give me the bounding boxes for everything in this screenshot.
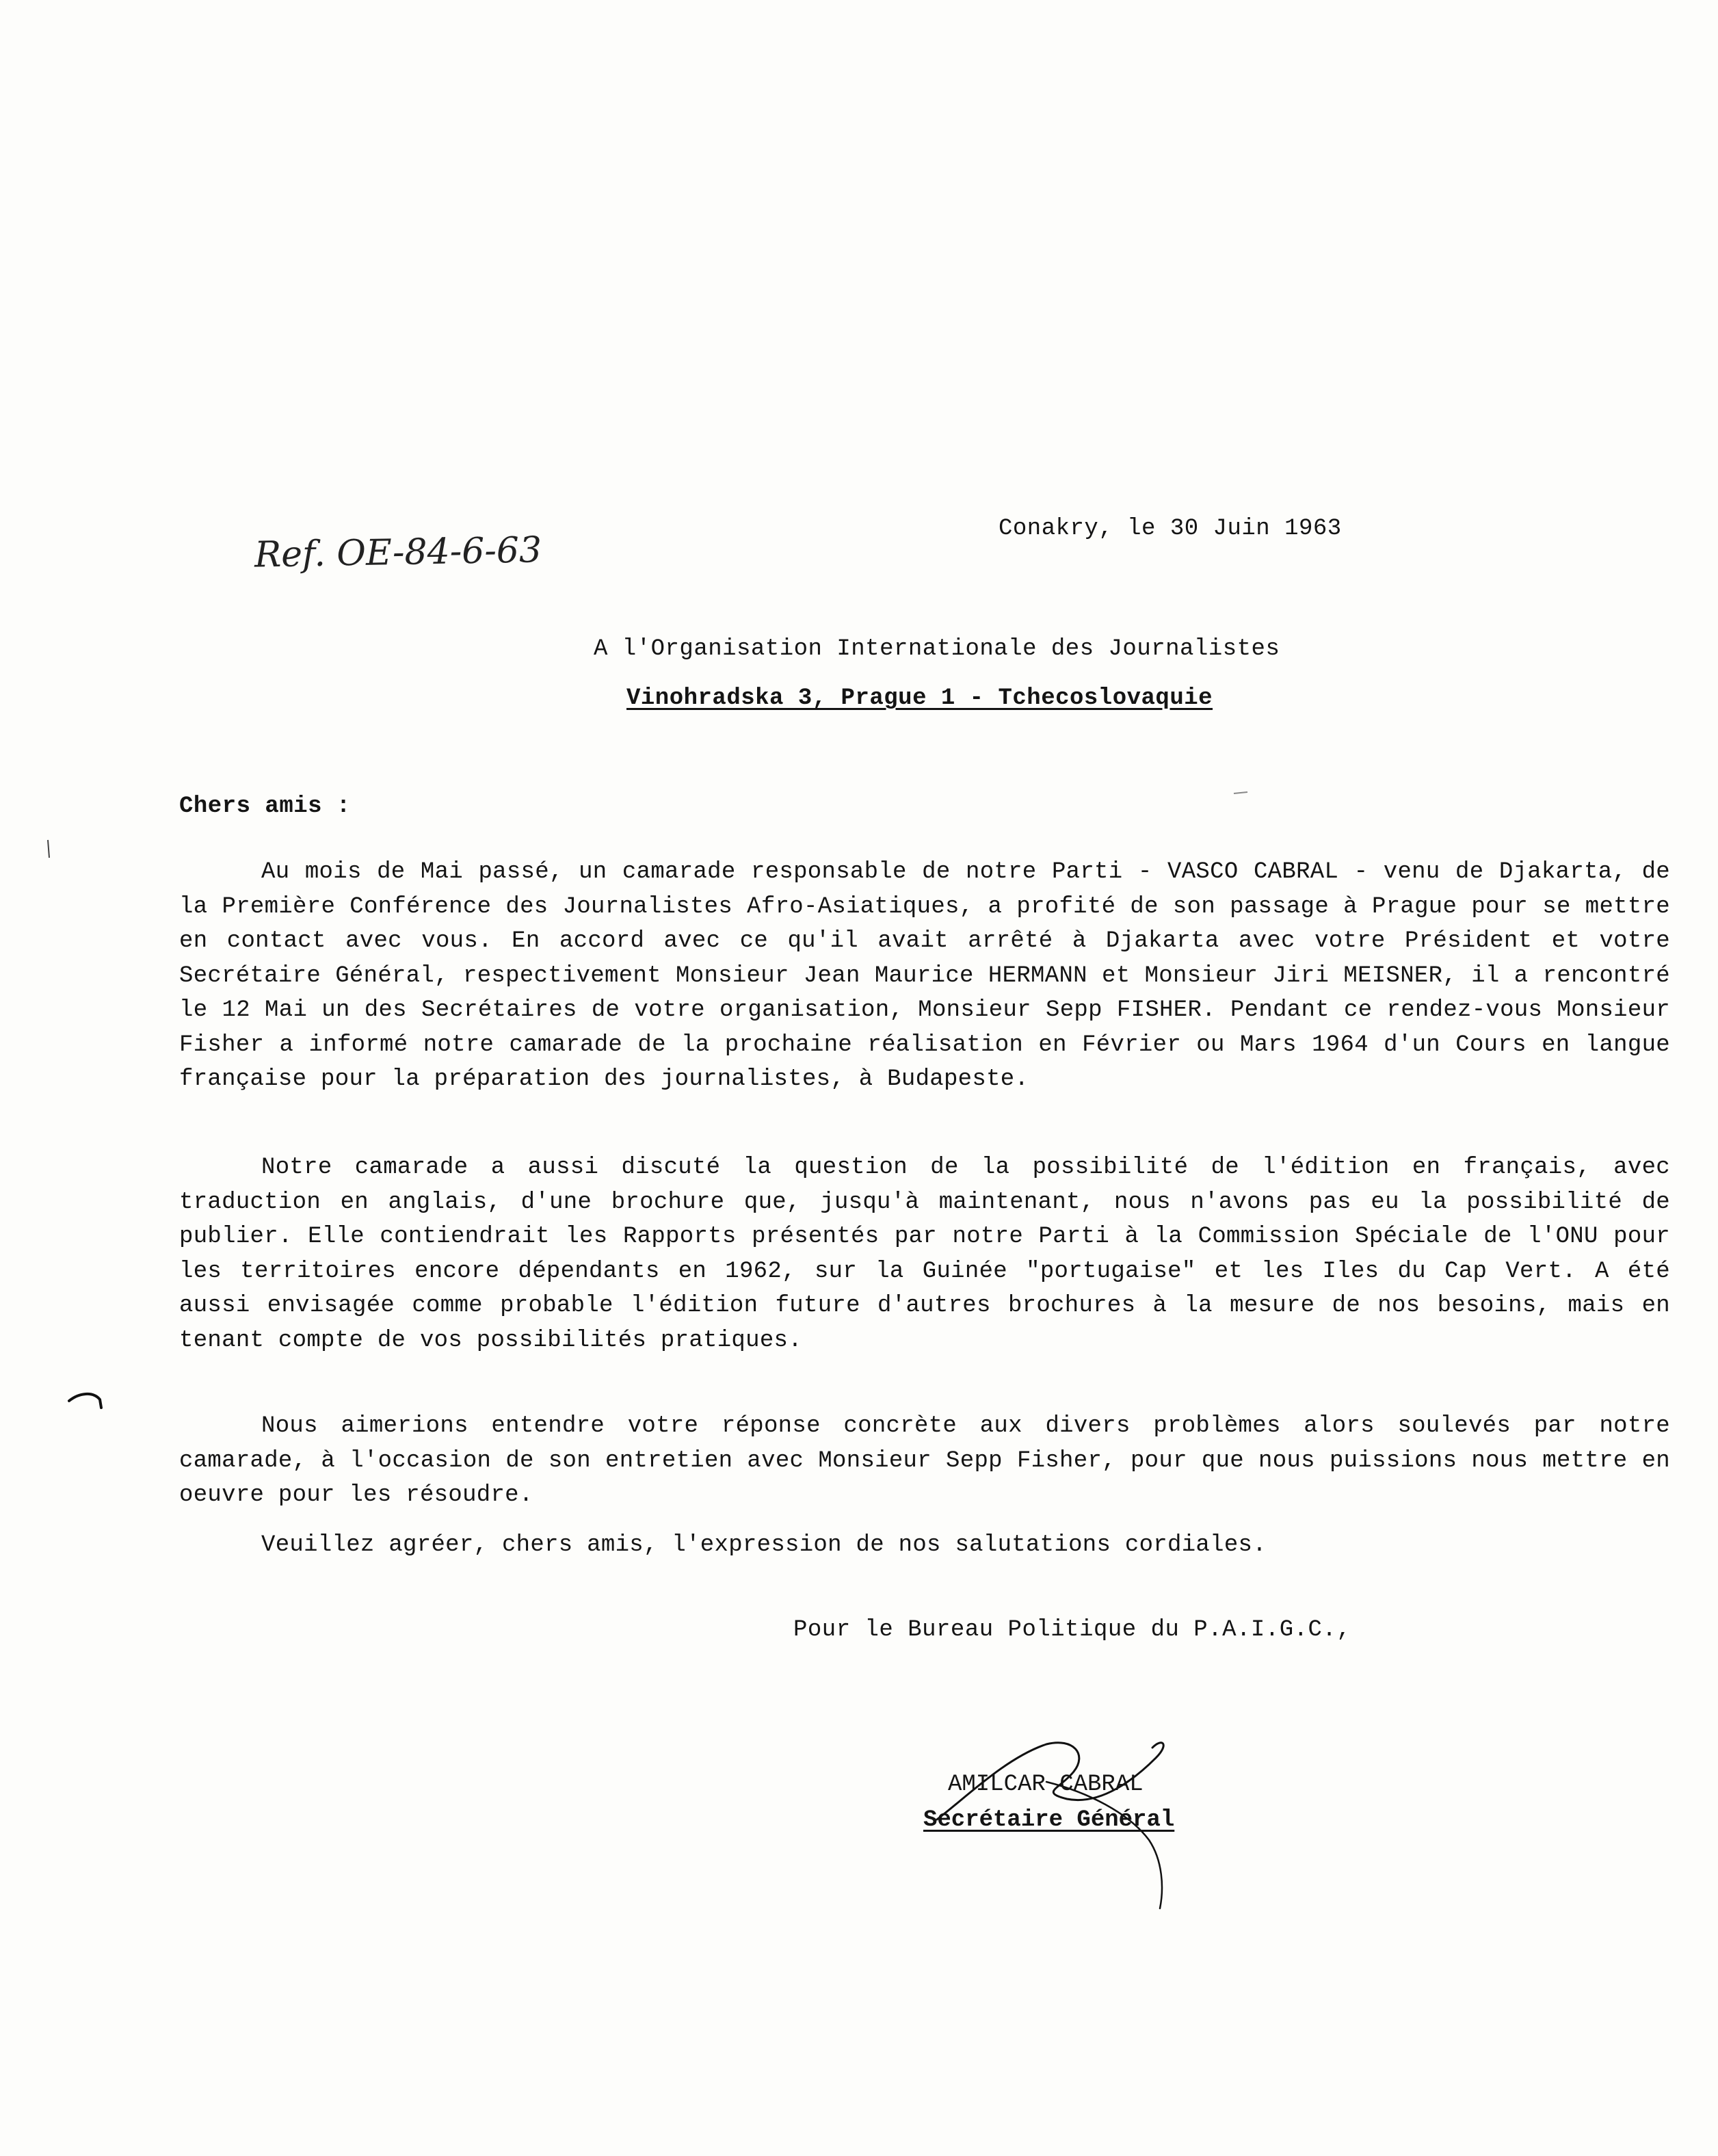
recipient-address: Vinohradska 3, Prague 1 - Tchecoslovaquie <box>626 685 1213 711</box>
paragraph-1: Au mois de Mai passé, un camarade responsable de notre Parti - VASCO CABRAL - venu de Djakarta, de la Première Conférence des Journalistes Afro-Asiatiques, a profité de son passage à Prague pour se mettre en contact avec vous. En accord avec ce qu'il avait arrêté à Djakarta avec votre Président et votre Secrétaire Général, respectivement Monsieur Jean Maurice HERMANN et Monsieur Jiri MEISNER, il a rencontré le 12 Mai un des Secrétaires de votre organisation, Monsieur Sepp FISHER. Pendant ce rendez-vous Monsieur Fisher a informé notre camarade de la prochaine réalisation en Février ou Mars 1964 d'un Cours en langue française pour la préparation des journalistes, à Budapeste. <box>179 859 1670 1092</box>
handwritten-reference: Ref. OE-84-6-63 <box>254 529 542 576</box>
signer-title: Secrétaire Général <box>923 1807 1175 1833</box>
salutation: Chers amis : <box>179 793 351 819</box>
margin-mark <box>66 1387 107 1415</box>
place-date: Conakry, le 30 Juin 1963 <box>999 516 1342 542</box>
paragraph-3: Nous aimerions entendre votre réponse concrète aux divers problèmes alors soulevés par notre camarade, à l'occasion de son entretien avec Monsieur Sepp Fisher, pour que nous puissions nous mettre en oeuvre pour les résoudre. <box>179 1413 1670 1508</box>
closing-line: Pour le Bureau Politique du P.A.I.G.C., <box>793 1617 1351 1643</box>
paragraph-2: Notre camarade a aussi discuté la question de la possibilité de l'édition en français, avec traduction en anglais, d'une brochure que, jusqu'à maintenant, nous n'avons pas eu la possibilité de publier. Elle contiendrait les Rapports présentés par notre Parti à la Commission Spéciale de l'ONU pour les territoires encore dépendants en 1962, sur la Guinée "portugaise" et les Iles du Cap Vert. A été aussi envisagée comme probable l'édition future d'autres brochures à la mesure de nos besoins, mais en tenant compte de vos possibilités pratiques. <box>179 1155 1670 1354</box>
margin-speck <box>42 837 56 865</box>
signature-block <box>910 1717 1279 1922</box>
signer-name: AMILCAR CABRAL <box>948 1772 1144 1798</box>
paper-speck <box>1231 787 1252 800</box>
recipient-line: A l'Organisation Internationale des Journalistes <box>594 636 1280 662</box>
paragraph-4: Veuillez agréer, chers amis, l'expression de nos salutations cordiales. <box>261 1532 1267 1558</box>
